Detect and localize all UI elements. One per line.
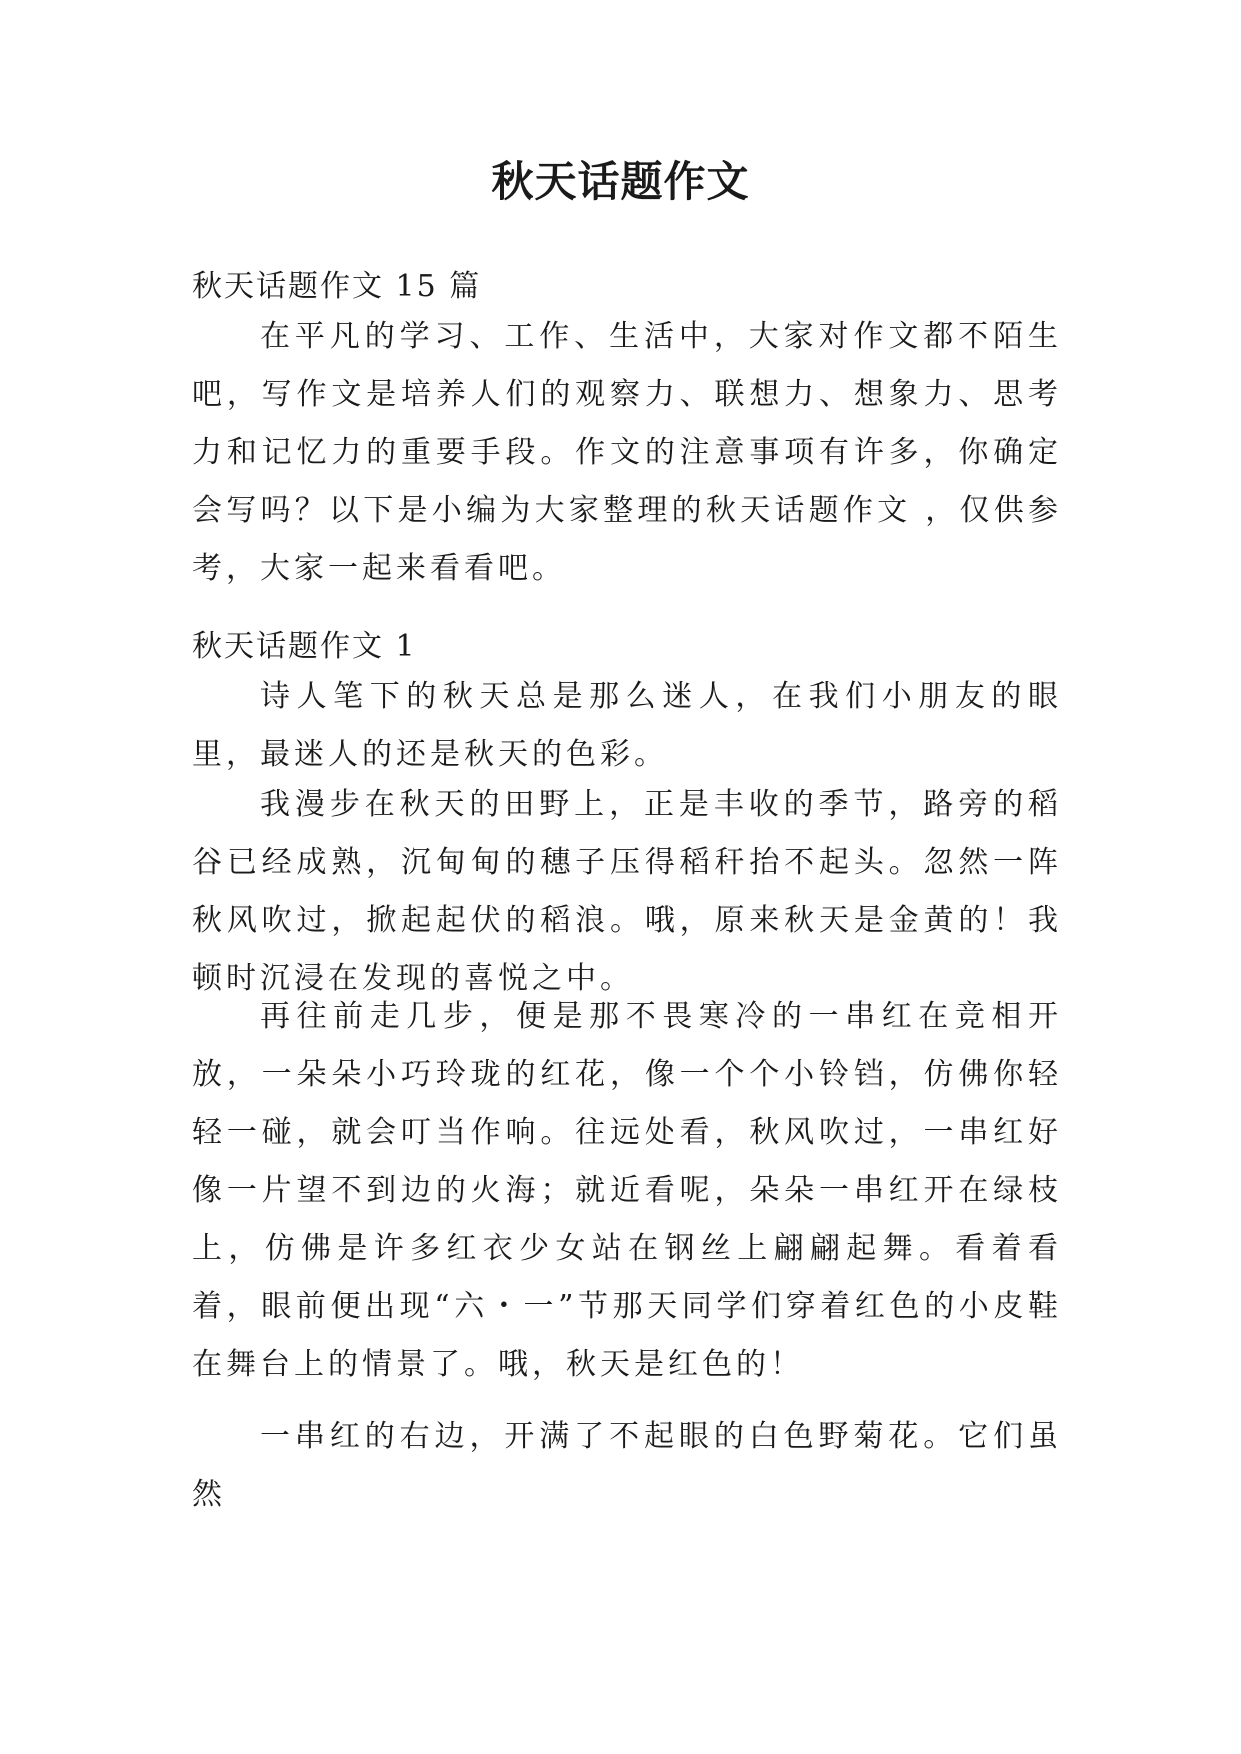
essay1-paragraph-3: 再往前走几步，便是那不畏寒冷的一串红在竞相开放，一朵朵小巧玲珑的红花，像一个个小铃铛，仿佛你轻轻一碰，就会叮当作响。往远处看，秋风吹过，一串红好像一片望不到边的火海；就近看呢，朵朵一串红开在绿枝上，仿佛是许多红衣少女站在钢丝上翩翩起舞。看着看着，眼前便出现“六・一”节那天同学们穿着红色的小皮鞋在舞台上的情景了。哦，秋天是红色的！ xyxy=(192,999,1062,1382)
document-title: 秋天话题作文 xyxy=(491,157,750,206)
essay1-paragraph-4: 一串红的右边，开满了不起眼的白色野菊花。它们虽然 xyxy=(192,1419,1062,1512)
essay1-paragraph-1: 诗人笔下的秋天总是那么迷人，在我们小朋友的眼里，最迷人的还是秋天的色彩。 xyxy=(192,679,1062,772)
essay1-paragraph-2: 我漫步在秋天的田野上，正是丰收的季节，路旁的稻谷已经成熟，沉甸甸的穗子压得稻秆抬不起头。忽然一阵秋风吹过，掀起起伏的稻浪。哦，原来秋天是金黄的！我顿时沉浸在发现的喜悦之中。 xyxy=(192,787,1062,996)
intro-heading: 秋天话题作文 15 篇 xyxy=(192,269,482,304)
intro-paragraph: 在平凡的学习、工作、生活中，大家对作文都不陌生吧，写作文是培养人们的观察力、联想力、想象力、思考力和记忆力的重要手段。作文的注意事项有许多，你确定会写吗？以下是小编为大家整理的秋天话题作文 ，仅供参考，大家一起来看看吧。 xyxy=(192,319,1062,586)
essay1-heading: 秋天话题作文 1 xyxy=(192,629,417,664)
